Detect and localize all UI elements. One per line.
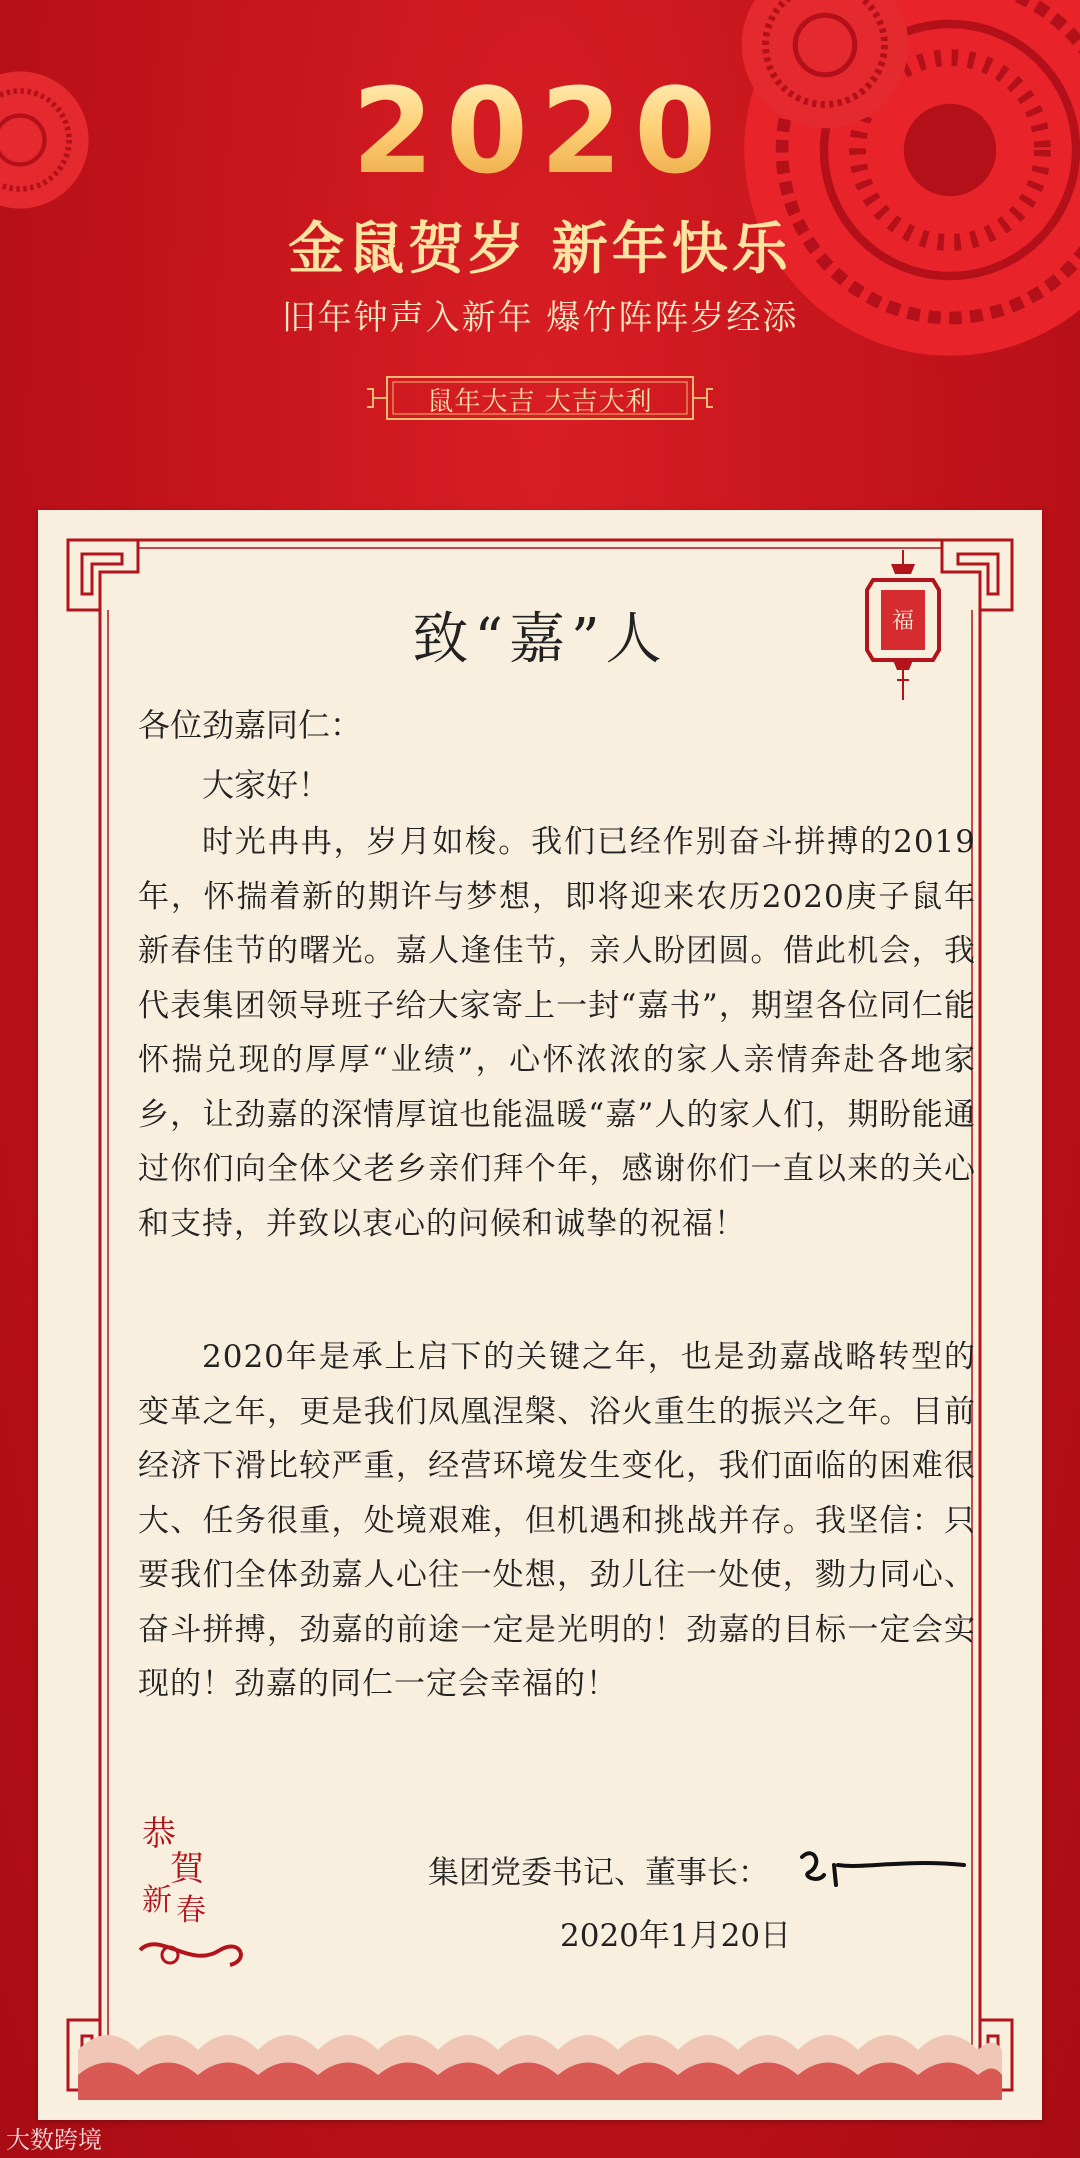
handwritten-signature [794,1835,974,1895]
svg-text:賀: 賀 [170,1849,204,1889]
headline: 金鼠贺岁 新年快乐 [288,217,792,282]
year-title: 2020 [0,62,1080,200]
letter-date: 2020年1月20日 [560,1918,792,1954]
letter-paragraph-2: 2020年是承上启下的关键之年，也是劲嘉战略转型的变革之年，更是我们凤凰涅槃、浴火重生的振兴之年。目前经济下滑比较严重，经营环境发生变化，我们面临的困难很大、任务很重，处境艰难，但机遇和挑战并存。我坚信：只要我们全体劲嘉人心往一处想，劲儿往一处使，勠力同心、奋斗拼搏，劲嘉的前途一定是光明的！劲嘉的目标一定会实现的！劲嘉的同仁一定会幸福的！ [138,1339,976,1702]
fortune-banner [365,373,715,423]
banner-text: 鼠年大吉 大吉大利 [427,387,653,417]
letter-greeting: 各位劲嘉同仁： [138,706,363,744]
sea-wave-border [78,1990,1002,2100]
watermark: 大数跨境 [6,2126,102,2154]
letter-title: 致“嘉”人 [412,607,668,672]
signer-title: 集团党委书记、董事长： [428,1855,769,1891]
svg-text:新: 新 [142,1883,172,1918]
letter-hello: 大家好！ [202,766,331,804]
greeting-stamp-art [130,1800,260,1975]
letter-paper [38,510,1042,2120]
letter-paragraph-1: 时光冉冉，岁月如梭。我们已经作别奋斗拼搏的2019年，怀揣着新的期许与梦想，即将迎来农历2020庚子鼠年新春佳节的曙光。嘉人逢佳节，亲人盼团圆。借此机会，我代表集团领导班子给大家寄上一封“嘉书”，期望各位同仁能怀揣兑现的厚厚“业绩”，心怀浓浓的家人亲情奔赴各地家乡，让劲嘉的深情厚谊也能温暖“嘉”人的家人们，期盼能通过你们向全体父老乡亲们拜个年，感谢你们一直以来的关心和支持，并致以衷心的问候和诚挚的祝福！ [138,824,976,1242]
new-year-stamp [130,1800,260,1975]
subheadline: 旧年钟声入新年 爆竹阵阵岁经添 [281,298,799,338]
svg-text:春: 春 [176,1893,206,1928]
svg-text:恭: 恭 [142,1814,176,1854]
svg-text:福: 福 [891,609,915,634]
